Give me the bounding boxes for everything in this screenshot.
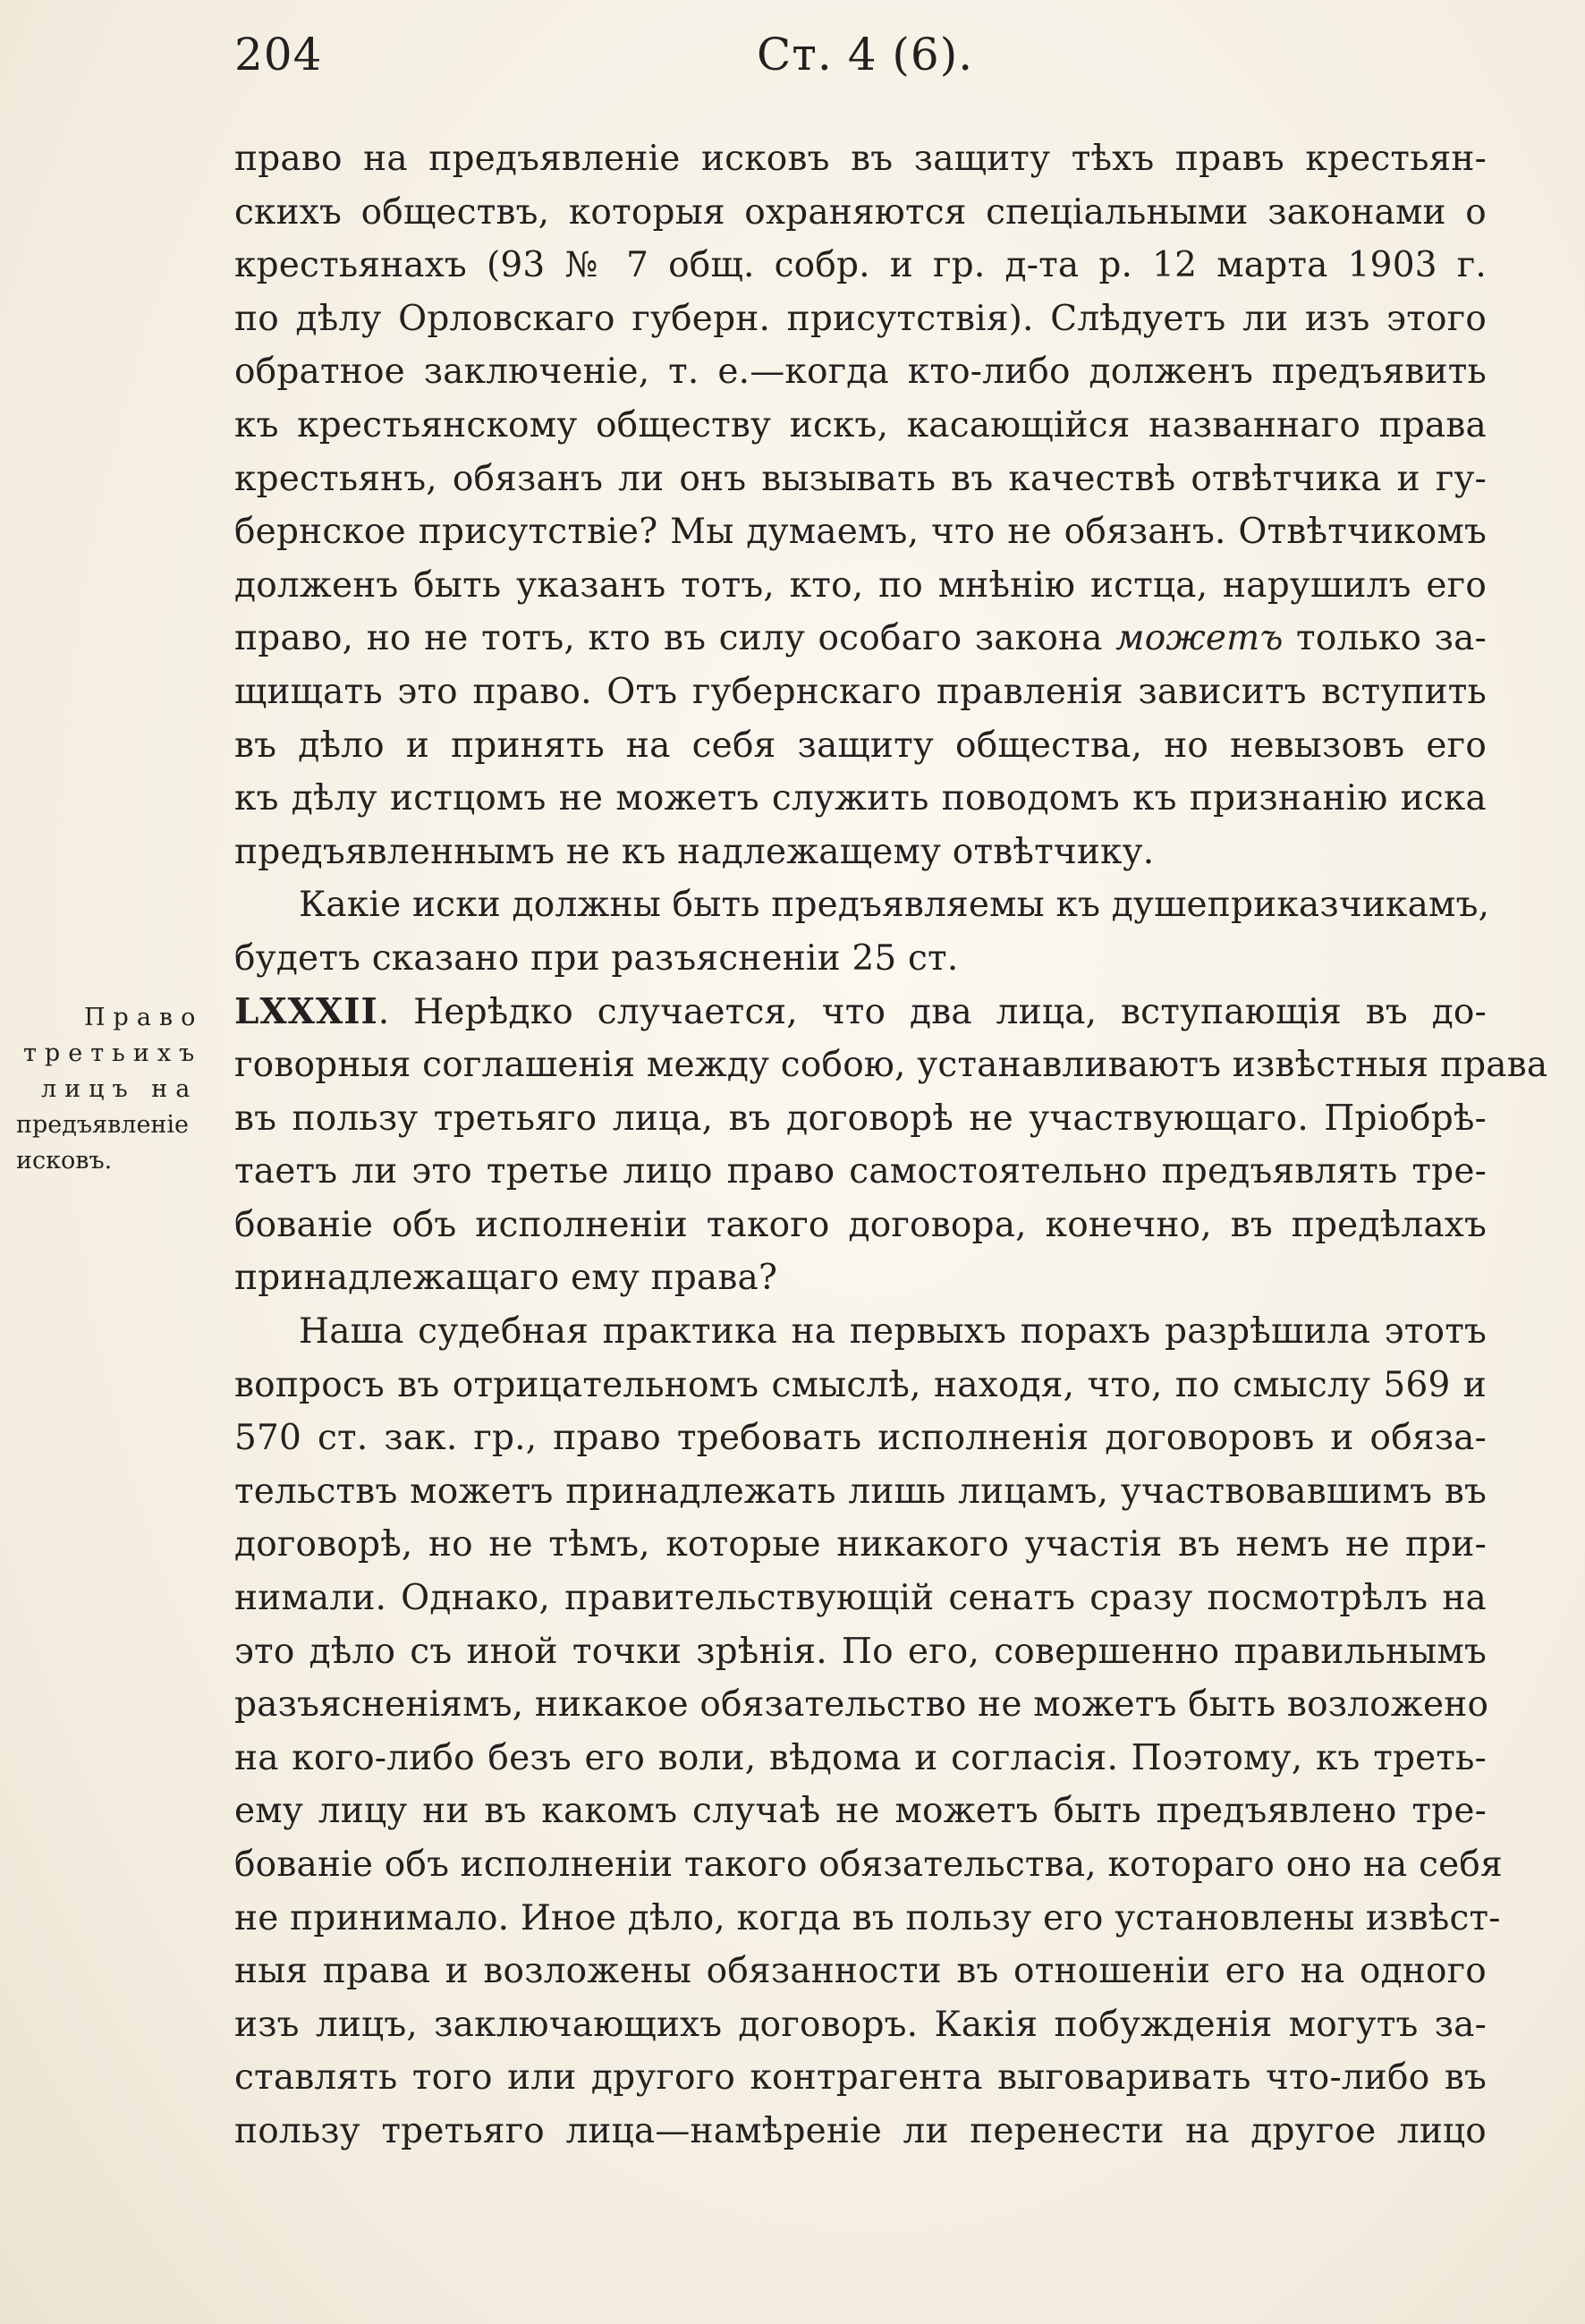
text-line: бернское присутствіе? Мы думаемъ, что не обязанъ. Отвѣтчикомъ	[234, 512, 1487, 553]
emphasis-word: можетъ	[1115, 618, 1284, 659]
text-line: нимали. Однако, правительствующій сенатъ сразу посмотрѣлъ на	[234, 1578, 1487, 1619]
text-line: изъ лицъ, заключающихъ договоръ. Какія побужденія могутъ за-	[234, 2004, 1487, 2045]
text-fragment: . Нерѣдко случается, что два лица, вступающія въ до-	[377, 991, 1487, 1032]
page-number: 204	[234, 29, 323, 81]
margin-note-line: исковъ.	[16, 1147, 113, 1175]
text-line: Какіе иски должны быть предъявляемы къ душеприказчикамъ,	[299, 885, 1490, 926]
section-title: Ст. 4 (6).	[757, 29, 974, 81]
text-line: ставлять того или другого контрагента выговаривать что-либо въ	[234, 2057, 1487, 2099]
text-line: 570 ст. зак. гр., право требовать исполненія договоровъ и обяза-	[234, 1418, 1487, 1459]
text-line: тельствъ можетъ принадлежать лишь лицамъ, участвовавшимъ въ	[234, 1471, 1487, 1512]
margin-note-line: Право	[84, 1004, 204, 1031]
text-line: въ пользу третьяго лица, въ договорѣ не участвующаго. Пріобрѣ-	[234, 1098, 1487, 1139]
text-line: въ дѣло и принять на себя защиту общества, но невызовъ его	[234, 725, 1487, 766]
text-line: крестьянъ, обязанъ ли онъ вызывать въ качествѣ отвѣтчика и гу-	[234, 458, 1487, 499]
text-line	[234, 986, 1487, 1039]
text-line: это дѣло съ иной точки зрѣнія. По его, совершенно правильнымъ	[234, 1631, 1487, 1672]
text-line: бованіе объ исполненіи такого договора, конечно, въ предѣлахъ	[234, 1204, 1487, 1245]
text-line: скихъ обществъ, которыя охраняются спеціальными законами о	[234, 191, 1487, 233]
text-line: будетъ сказано при разъясненіи 25 ст.	[234, 937, 959, 979]
text-line: ему лицу ни въ какомъ случаѣ не можетъ быть предъявлено тре-	[234, 1791, 1487, 1832]
text-line: обратное заключеніе, т. е.—когда кто-либо долженъ предъявить	[234, 352, 1487, 393]
text-line: пользу третьяго лица—намѣреніе ли перенести на другое лицо	[234, 2110, 1487, 2151]
text-line: къ крестьянскому обществу искъ, касающійся названнаго права	[234, 404, 1487, 445]
text-line: принадлежащаго ему права?	[234, 1258, 778, 1299]
text-line: таетъ ли это третье лицо право самостоятельно предъявлять тре-	[234, 1151, 1487, 1192]
body-text	[234, 132, 1548, 2159]
text-line	[234, 612, 1487, 666]
margin-note-line: третьихъ	[23, 1039, 203, 1067]
text-line: щищать это право. Отъ губернскаго правленія зависитъ вступить	[234, 671, 1487, 712]
text-line: разъясненіямъ, никакое обязательство не можетъ быть возложено	[234, 1684, 1489, 1726]
text-line: право на предъявленіе исковъ въ защиту тѣхъ правъ крестьян-	[234, 139, 1487, 179]
text-line: вопросъ въ отрицательномъ смыслѣ, находя, что, по смыслу 569 и	[234, 1364, 1487, 1405]
margin-note-line: предъявленіе	[16, 1111, 190, 1139]
text-line: не принимало. Иное дѣло, когда въ пользу его установлены извѣст-	[234, 1897, 1501, 1938]
running-head	[0, 21, 1585, 93]
text-fragment: право, но не тотъ, кто въ силу особаго закона	[234, 618, 1116, 659]
text-line: Наша судебная практика на первыхъ порахъ разрѣшила этотъ	[299, 1311, 1487, 1353]
text-line: къ дѣлу истцомъ не можетъ служить поводомъ къ признанію иска	[234, 778, 1487, 819]
text-line: бованіе объ исполненіи такого обязательства, котораго оно на себя	[234, 1845, 1503, 1885]
text-line: договорѣ, но не тѣмъ, которые никакого участія въ немъ не при-	[234, 1524, 1487, 1565]
text-line: говорныя соглашенія между собою, устанавливаютъ извѣстныя права	[234, 1045, 1548, 1086]
margin-note	[16, 1000, 258, 1179]
text-line: крестьянахъ (93 № 7 общ. собр. и гр. д-та р. 12 марта 1903 г.	[234, 245, 1487, 286]
margin-note-line: лицъ на	[41, 1075, 199, 1103]
text-line: долженъ быть указанъ тотъ, кто, по мнѣнію истца, нарушилъ его	[234, 564, 1487, 606]
section-number: LXXXII	[234, 990, 378, 1032]
text-line: предъявленнымъ не къ надлежащему отвѣтчику.	[234, 831, 1155, 872]
text-fragment: только за-	[1283, 618, 1487, 659]
text-line: по дѣлу Орловскаго губерн. присутствія). Слѣдуетъ ли изъ этого	[234, 298, 1487, 339]
text-line: ныя права и возложены обязанности въ отношеніи его на одного	[234, 1951, 1487, 1992]
text-line: на кого-либо безъ его воли, вѣдома и согласія. Поэтому, къ треть-	[234, 1737, 1487, 1778]
